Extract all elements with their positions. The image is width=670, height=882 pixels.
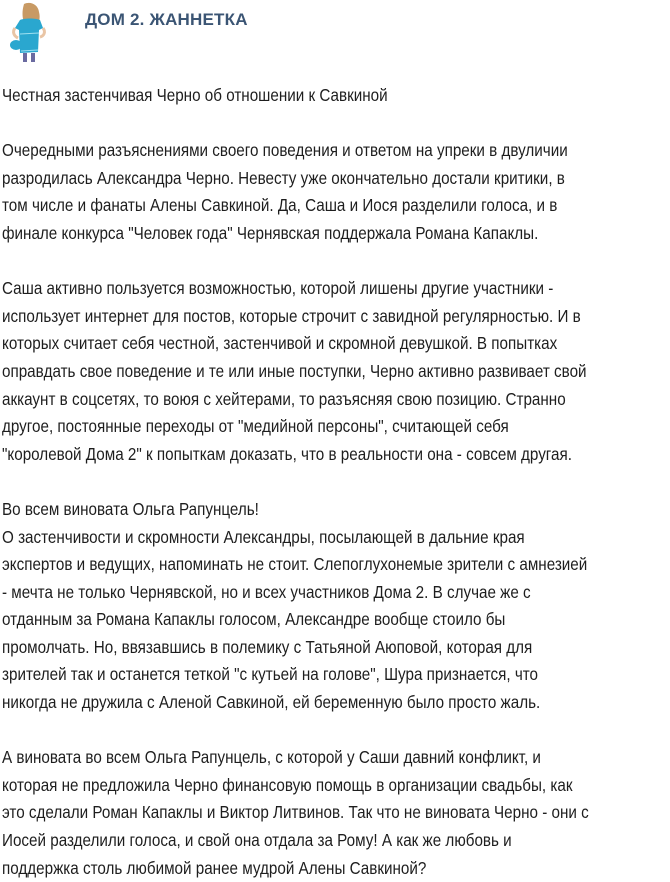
- text-line: которая не предложила Черно финансовую помощь в организации свадьбы, как: [2, 774, 573, 795]
- text-line: том числе и фанаты Алены Савкиной. Да, Саша и Иося разделили голоса, и в: [2, 195, 558, 216]
- text-line: Очередными разъяснениями своего поведения и ответом на упреки в двуличии: [2, 140, 568, 161]
- text-line: экспертов и ведущих, напоминать не стоит. Слепоглухонемые зрители с амнезией: [2, 554, 588, 575]
- text-line: это сделали Роман Капаклы и Виктор Литвинов. Так что не виновата Черно - они с: [2, 802, 589, 823]
- text-line: аккаунт в соцсетях, то воюя с хейтерами, то разъясняя свою позицию. Странно: [2, 388, 566, 409]
- text-line: использует интернет для постов, которые строчит с завидной регулярностью. И в: [2, 305, 581, 326]
- paragraph-2: [2, 275, 670, 468]
- text-line: "королевой Дома 2" к попыткам доказать, что в реальности она - совсем другая.: [2, 443, 572, 464]
- paragraph-1: [2, 137, 670, 247]
- text-line: другое, постоянные переходы от "медийной персоны", считающей себя: [2, 416, 509, 437]
- text-line: промолчать. Но, ввязавшись в полемику с Татьяной Аюповой, которая для: [2, 636, 533, 657]
- text-line: - мечта не только Чернявской, но и всех участников Дома 2. В случае же с: [2, 581, 531, 602]
- text-line: Иосей разделили голоса, и свой она отдала за Рому! А как же любовь и: [2, 830, 512, 851]
- text-line: никогда не дружила с Аленой Савкиной, ей беременную было просто жаль.: [2, 692, 541, 713]
- avatar-girl-icon: [6, 2, 52, 64]
- post-headline: Честная застенчивая Черно об отношении к Савкиной: [2, 85, 388, 105]
- post-header: [0, 0, 670, 70]
- subheading: Во всем виновата Ольга Рапунцель!: [2, 498, 259, 519]
- text-line: О застенчивости и скромности Александры, посылающей в дальние края: [2, 526, 525, 547]
- post-body: [2, 82, 670, 882]
- group-title[interactable]: ДОМ 2. ЖАННЕТКА: [85, 10, 248, 29]
- text-line: финале конкурса "Человек года" Чернявская поддержала Романа Капаклы.: [2, 222, 539, 243]
- text-line: отданным за Романа Капаклы голосом, Александре вообще стоило бы: [2, 609, 506, 630]
- text-line: оправдать свое поведение и те или иные поступки, Черно активно развивает свой: [2, 360, 587, 381]
- avatar[interactable]: [6, 2, 52, 64]
- text-line: Саша активно пользуется возможностью, которой лишены другие участники -: [2, 278, 554, 299]
- text-line: разродилась Александра Черно. Невесту уже окончательно достали критики, в: [2, 167, 565, 188]
- text-line: поддержка столь любимой ранее мудрой Алены Савкиной?: [2, 857, 427, 878]
- text-line: зрителей так и останется теткой "с кутьей на голове", Шура признается, что: [2, 664, 539, 685]
- text-line: А виновата во всем Ольга Рапунцель, с которой у Саши давний конфликт, и: [2, 747, 541, 768]
- text-line: которых считает себя честной, застенчивой и скромной девушкой. В попытках: [2, 333, 558, 354]
- paragraph-3: [2, 496, 670, 717]
- paragraph-4: [2, 744, 670, 882]
